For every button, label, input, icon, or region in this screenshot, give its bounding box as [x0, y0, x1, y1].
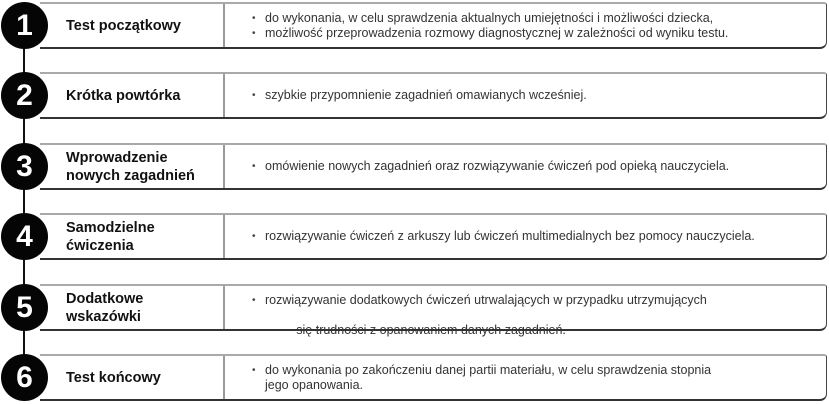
step-6 — [0, 354, 829, 401]
step-3 — [0, 143, 829, 190]
bullet-icon: • — [252, 231, 256, 242]
description-line — [252, 25, 826, 41]
description-line — [252, 10, 826, 26]
description-text: do wykonania, w celu sprawdzenia aktualnych umiejętności i możliwości dziecka, — [265, 10, 714, 25]
step-title-text: Wprowadzenie — [66, 149, 168, 166]
description-line — [265, 378, 826, 393]
description-text: możliwość przeprowadzenia rozmowy diagnostycznej w zależności od wyniku testu. — [265, 25, 729, 40]
step-number-badge: 3 — [1, 143, 48, 190]
step-2-description — [227, 74, 826, 117]
step-title-text: nowych zagadnień — [66, 167, 195, 184]
step-number-badge: 5 — [1, 284, 48, 331]
step-6-title — [40, 356, 225, 399]
description-line — [252, 229, 826, 244]
step-1-title — [40, 4, 225, 47]
bullet-icon: • — [252, 365, 256, 376]
step-title-text: Krótka powtórka — [66, 87, 181, 104]
bullet-icon: • — [252, 90, 256, 101]
step-1 — [0, 2, 829, 49]
step-4-box — [40, 213, 827, 260]
step-1-box — [40, 2, 827, 49]
step-number-badge: 4 — [1, 213, 48, 260]
step-5-title — [40, 286, 225, 329]
description-line — [252, 88, 826, 103]
description-text: rozwiązywanie ćwiczeń z arkuszy lub ćwiczeń multimedialnych bez pomocy nauczyciela. — [265, 229, 755, 243]
step-5-box — [40, 284, 827, 337]
step-6-description — [227, 356, 826, 399]
bullet-icon: • — [252, 295, 256, 306]
step-title-text: Dodatkowe — [66, 290, 144, 307]
step-1-description — [227, 4, 826, 47]
step-3-title — [40, 145, 225, 188]
description-text: omówienie nowych zagadnień oraz rozwiązywanie ćwiczeń pod opieką nauczyciela. — [265, 159, 730, 173]
step-6-box — [40, 354, 827, 401]
bullet-icon: • — [252, 12, 256, 24]
step-4 — [0, 213, 829, 260]
step-title-text: wskazówki — [66, 308, 141, 325]
step-title-text: Test końcowy — [66, 369, 161, 386]
step-title-text: Samodzielne — [66, 219, 155, 236]
step-5 — [0, 284, 829, 337]
description-line — [265, 308, 826, 353]
bullet-icon: • — [252, 27, 256, 39]
step-5-description — [227, 286, 826, 337]
description-text: się trudności z opanowaniem danych zagadnień. — [292, 323, 566, 337]
description-text: jego opanowania. — [265, 378, 363, 392]
description-line — [252, 293, 826, 308]
step-2-box — [40, 72, 827, 119]
description-text: szybkie przypomnienie zagadnień omawianych wcześniej. — [265, 88, 587, 102]
step-4-title — [40, 215, 225, 258]
step-title-text: ćwiczenia — [66, 237, 134, 254]
step-number-badge: 1 — [1, 2, 48, 49]
description-line — [252, 159, 826, 174]
description-text: rozwiązywanie dodatkowych ćwiczeń utrwalających w przypadku utrzymujących — [265, 293, 707, 307]
description-line — [252, 363, 826, 378]
step-4-description — [227, 215, 826, 258]
bullet-icon: • — [252, 161, 256, 172]
step-2-title — [40, 74, 225, 117]
step-number-badge: 2 — [1, 72, 48, 119]
step-3-box — [40, 143, 827, 190]
step-2 — [0, 72, 829, 119]
step-title-text: Test początkowy — [66, 17, 181, 34]
step-number-badge: 6 — [1, 354, 48, 401]
description-text: do wykonania po zakończeniu danej partii materiału, w celu sprawdzenia stopnia — [265, 363, 712, 377]
step-3-description — [227, 145, 826, 188]
